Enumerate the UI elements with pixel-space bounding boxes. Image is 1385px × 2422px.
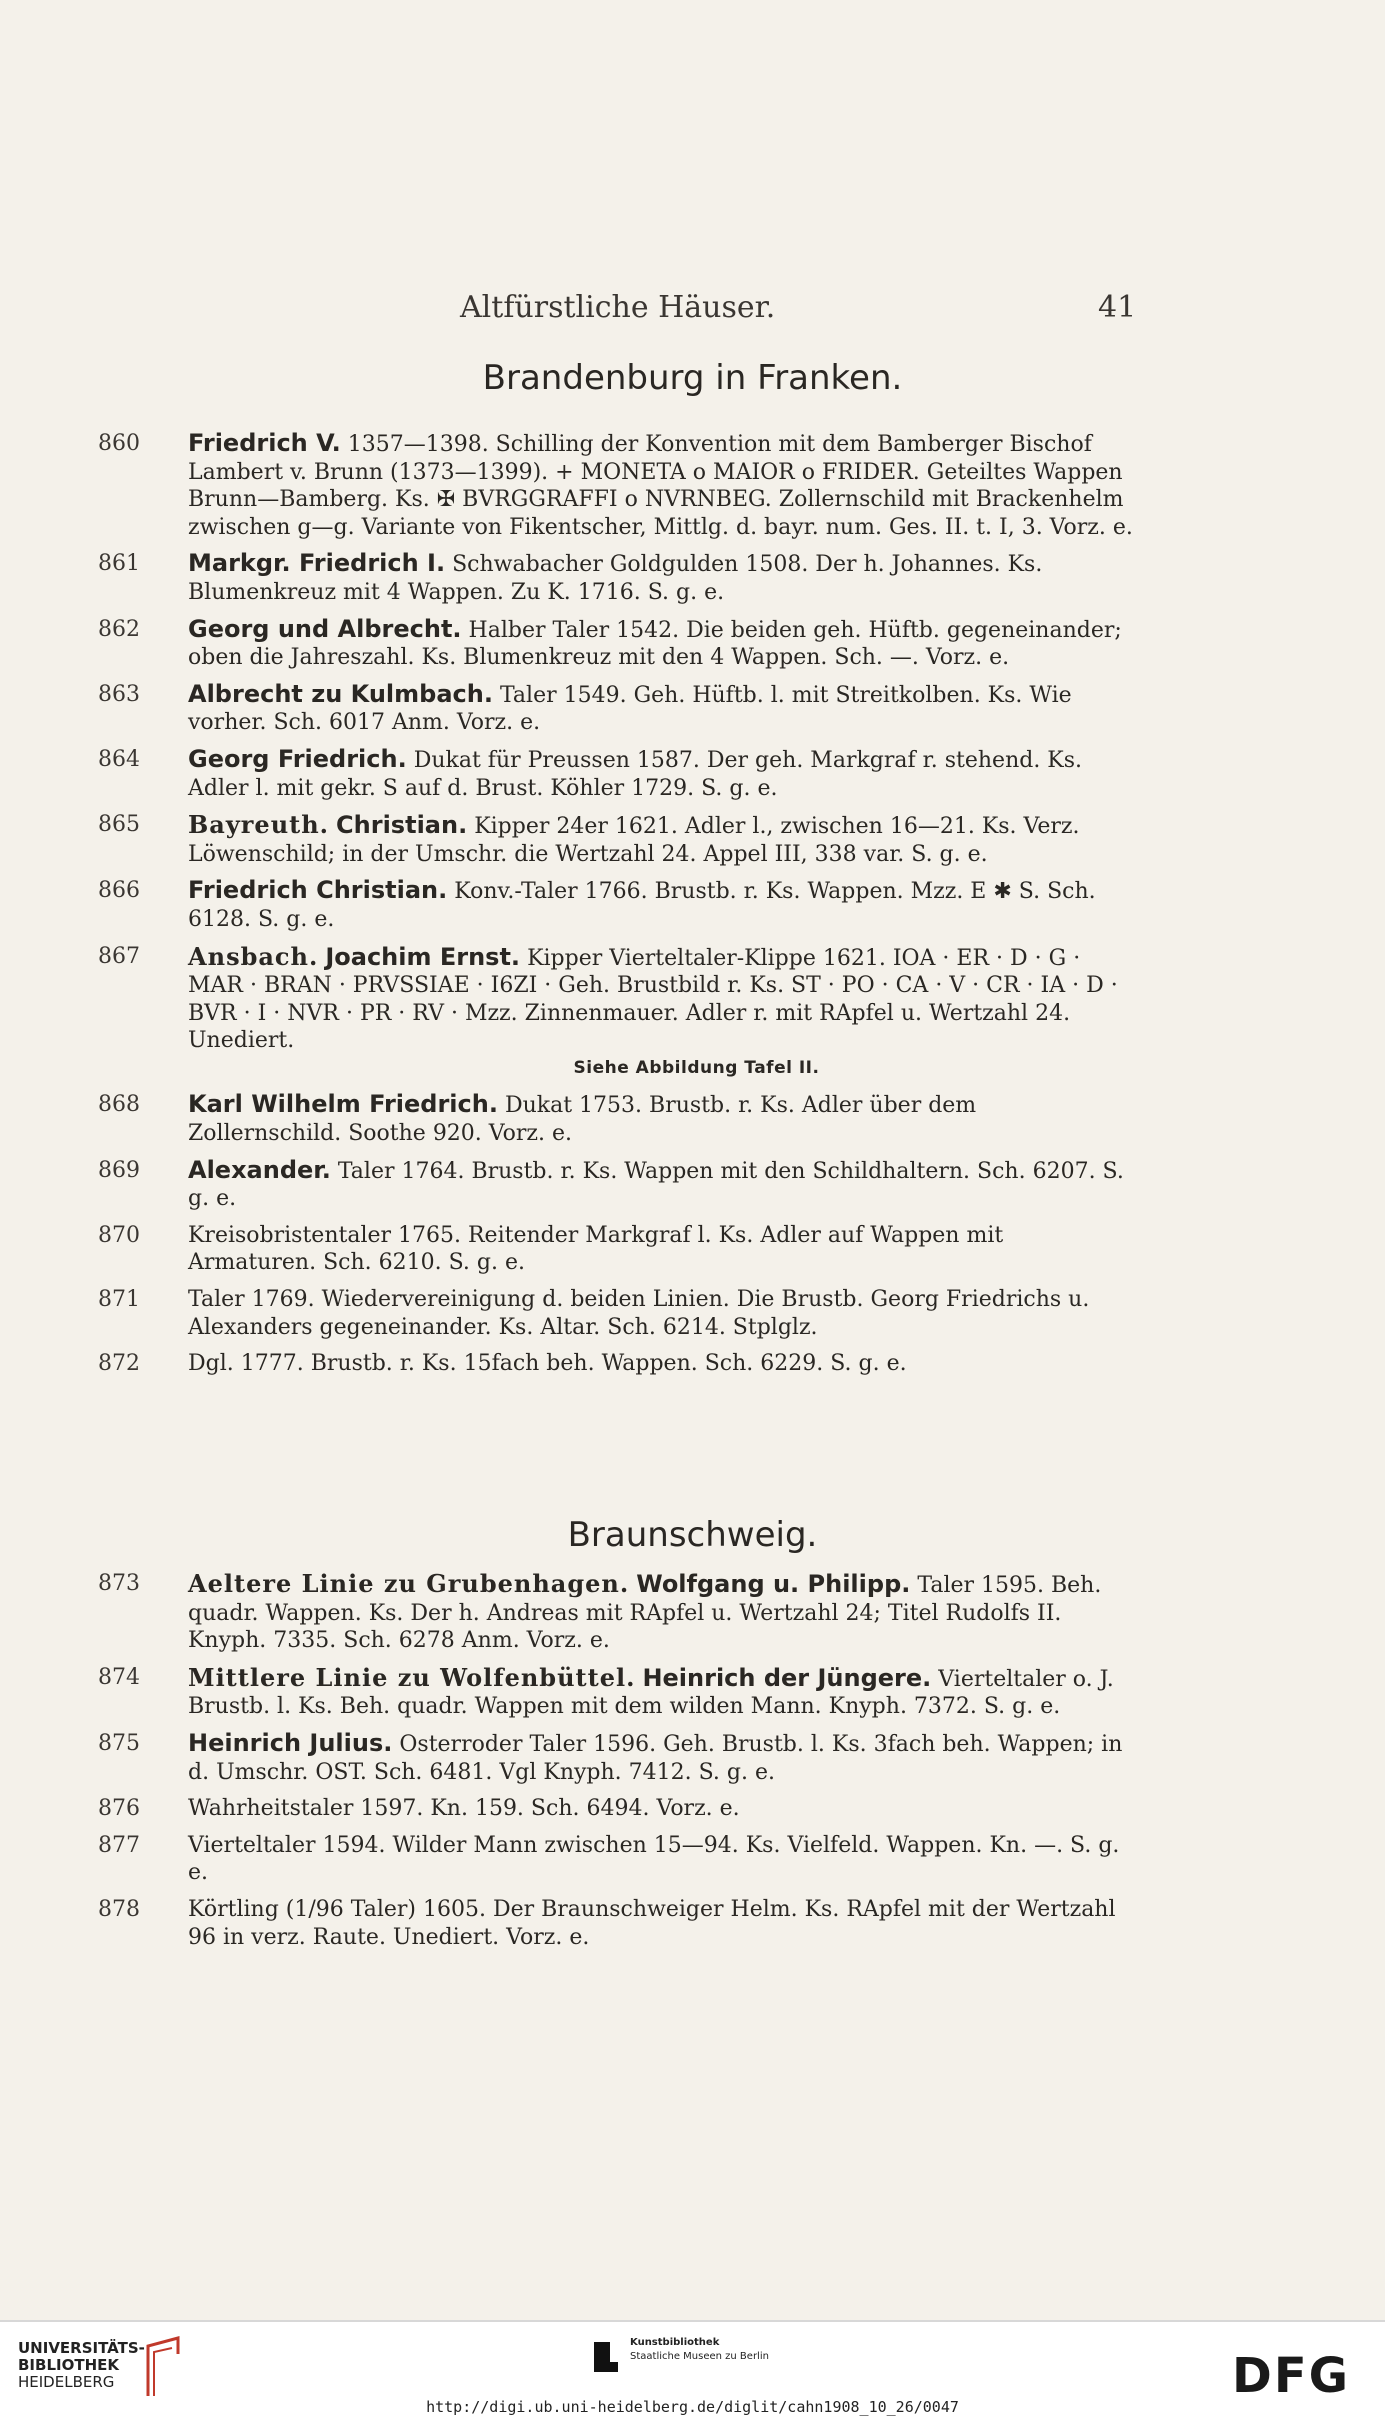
- catalog-entry: [0, 1350, 1385, 1378]
- catalog-entry: [0, 877, 1385, 933]
- catalog-entry: [0, 746, 1385, 802]
- entry-description: Kipper 24er 1621. Adler l., zwischen 16—21. Ks. Verz. Löwenschild; in der Umschr. die Wertzahl 24. Appel III, 338 var. S. g. e.: [188, 814, 1080, 867]
- catalog-entry: [0, 1832, 1385, 1887]
- entry-ruler-name: Heinrich der Jüngere.: [642, 1663, 932, 1692]
- entry-name: Friedrich V.: [188, 429, 341, 457]
- entry-description: Osterroder Taler 1596. Geh. Brustb. l. Ks. 3fach beh. Wappen; in d. Umschr. OST. Sch. 6481. Vgl Knyph. 7412. S. g. e.: [188, 1731, 1123, 1785]
- kunst-line1: Kunstbibliothek: [630, 2337, 720, 2348]
- entry-ruler-name: Christian.: [336, 811, 468, 840]
- section-heading-braunschweig: Braunschweig.: [567, 1515, 818, 1555]
- entry-number: 869: [98, 1157, 140, 1183]
- catalog-entry: [0, 943, 1385, 1083]
- kunst-line2: Staatliche Museen zu Berlin: [630, 2351, 769, 2362]
- kunstbibliothek-text[interactable]: [630, 2336, 769, 2364]
- entry-description: 1357—1398. Schilling der Konvention mit dem Bamberger Bischof Lambert v. Brunn (1373—1399). + MONETA o MAIOR o FRIDER. Geteiltes Wappen Brunn—Bamberg. Ks. ✠ BVRGGRAFFI o NVRNBEG. Zollernschild mit Brackenhelm zwischen g—g. Variante von Fikentscher, Mittlg. d. bayr. num. Ges. II. t. I, 3. Vorz. e.: [188, 432, 1133, 540]
- entry-number: 864: [98, 746, 140, 772]
- entry-description: Körtling (1/96 Taler) 1605. Der Braunschweiger Helm. Ks. RApfel mit der Wertzahl 96 in verz. Raute. Unediert. Vorz. e.: [188, 1896, 1116, 1950]
- entry-number: 868: [98, 1092, 140, 1118]
- uni-line3: HEIDELBERG: [18, 2373, 115, 2391]
- catalog-entry: [0, 1091, 1385, 1147]
- entry-description: Wahrheitstaler 1597. Kn. 159. Sch. 6494. Vorz. e.: [188, 1796, 740, 1822]
- catalog-entry: [0, 1896, 1385, 1951]
- entry-number: 863: [98, 681, 140, 707]
- university-emblem-icon: [140, 2334, 190, 2400]
- catalog-entry: [0, 681, 1385, 737]
- entry-description: Taler 1769. Wiedervereinigung d. beiden Linien. Die Brustb. Georg Friedrichs u. Alexanders gegeneinander. Ks. Altar. Sch. 6214. Stplglz.: [188, 1287, 1090, 1340]
- catalog-entry: [0, 1664, 1385, 1721]
- entry-name: Karl Wilhelm Friedrich.: [188, 1090, 498, 1119]
- entry-name: Ansbach.: [188, 941, 319, 971]
- entry-number: 861: [98, 551, 140, 577]
- entry-number: 862: [98, 616, 140, 642]
- entry-description: Taler 1595. Beh. quadr. Wappen. Ks. Der h. Andreas mit RApfel u. Wertzahl 24; Titel Rudolfs II. Knyph. 7335. Sch. 6278 Anm. Vorz. e.: [188, 1573, 1102, 1654]
- university-library-logo[interactable]: [18, 2340, 145, 2391]
- entries-brandenburg: [0, 430, 1385, 1387]
- entry-ruler-name: Wolfgang u. Philipp.: [636, 1570, 911, 1598]
- entry-name: Alexander.: [188, 1155, 331, 1184]
- footer-divider: [0, 2320, 1385, 2322]
- entry-description: Kreisobristentaler 1765. Reitender Markgraf l. Ks. Adler auf Wappen mit Armaturen. Sch. 6210. S. g. e.: [188, 1222, 1004, 1276]
- catalog-entry: [0, 616, 1385, 672]
- entry-name: Bayreuth.: [188, 810, 330, 840]
- catalog-entry: [0, 811, 1385, 868]
- entry-name: Heinrich Julius.: [188, 1728, 393, 1757]
- catalog-entry: [0, 430, 1385, 541]
- entry-description: Vierteltaler 1594. Wilder Mann zwischen 15—94. Ks. Vielfeld. Wappen. Kn. —. S. g. e.: [188, 1832, 1120, 1886]
- catalog-entry: [0, 1222, 1385, 1277]
- entry-number: 874: [98, 1664, 140, 1690]
- entries-braunschweig: [0, 1570, 1385, 1960]
- entry-name: Mittlere Linie zu Wolfenbüttel.: [188, 1662, 636, 1692]
- entry-description: Schwabacher Goldgulden 1508. Der h. Johannes. Ks. Blumenkreuz mit 4 Wappen. Zu K. 1716. S. g. e.: [188, 552, 1043, 605]
- page-header: [0, 290, 1385, 330]
- catalog-entry: [0, 1570, 1385, 1655]
- entry-number: 876: [98, 1796, 140, 1822]
- entry-description: Taler 1549. Geh. Hüftb. l. mit Streitkolben. Ks. Wie vorher. Sch. 6017 Anm. Vorz. e.: [188, 682, 1072, 736]
- entry-name: Aeltere Linie zu Grubenhagen.: [188, 1569, 630, 1598]
- entry-number: 860: [98, 431, 140, 456]
- entry-description: Vierteltaler o. J. Brustb. l. Ks. Beh. quadr. Wappen mit dem wilden Mann. Knyph. 7372. S. g. e.: [188, 1666, 1114, 1720]
- entry-number: 878: [98, 1896, 140, 1922]
- entry-number: 865: [98, 812, 140, 838]
- kunstbibliothek-logo-icon: [592, 2340, 620, 2374]
- catalog-entry: [0, 550, 1385, 606]
- entry-description: Taler 1764. Brustb. r. Ks. Wappen mit den Schildhaltern. Sch. 6207. S. g. e.: [188, 1158, 1124, 1212]
- entry-description: Kipper Vierteltaler-Klippe 1621. IOA · ER · D · G · MAR · BRAN · PRVSSIAE · I6ZI · Geh. Brustbild r. Ks. ST · PO · CA · V · CR · IA · D · BVR · I · NVR · PR · RV · Mzz. Zinnenmauer. Adler r. mit RApfel u. Wertzahl 24. Unediert.: [188, 945, 1118, 1054]
- entry-name: Georg und Albrecht.: [188, 614, 462, 643]
- entry-number: 867: [98, 943, 140, 969]
- entry-note: Siehe Abbildung Tafel II.: [573, 1057, 820, 1078]
- entry-name: Albrecht zu Kulmbach.: [188, 679, 493, 708]
- dfg-logo[interactable]: DFG: [1232, 2348, 1351, 2404]
- entry-number: 866: [98, 878, 140, 904]
- running-title: Altfürstliche Häuser.: [460, 290, 776, 325]
- catalog-entry: [0, 1286, 1385, 1341]
- source-url[interactable]: http://digi.ub.uni-heidelberg.de/diglit/cahn1908_10_26/0047: [426, 2398, 959, 2416]
- entry-description: Halber Taler 1542. Die beiden geh. Hüftb. gegeneinander; oben die Jahreszahl. Ks. Blumenkreuz mit den 4 Wappen. Sch. —. Vorz. e.: [188, 617, 1122, 671]
- entry-number: 872: [98, 1351, 140, 1377]
- entry-number: 871: [98, 1287, 140, 1313]
- catalog-entry: [0, 1730, 1385, 1786]
- entry-description: Dukat für Preussen 1587. Der geh. Markgraf r. stehend. Ks. Adler l. mit gekr. S auf d. Brust. Köhler 1729. S. g. e.: [188, 747, 1083, 801]
- entry-number: 875: [98, 1730, 140, 1756]
- section-heading-brandenburg: Brandenburg in Franken.: [482, 358, 903, 398]
- entry-description: Konv.-Taler 1766. Brustb. r. Ks. Wappen. Mzz. E ✱ S. Sch. 6128. S. g. e.: [188, 879, 1096, 932]
- entry-number: 870: [98, 1222, 140, 1248]
- catalog-entry: [0, 1157, 1385, 1213]
- entry-description: Dukat 1753. Brustb. r. Ks. Adler über dem Zollernschild. Soothe 920. Vorz. e.: [188, 1093, 977, 1147]
- footer: [0, 2320, 1385, 2422]
- entry-name: Georg Friedrich.: [188, 744, 407, 773]
- catalog-entry: [0, 1795, 1385, 1823]
- entry-name: Friedrich Christian.: [188, 876, 448, 905]
- page-number: 41: [1098, 290, 1137, 325]
- uni-line1: UNIVERSITÄTS-: [18, 2339, 145, 2357]
- entry-description: Dgl. 1777. Brustb. r. Ks. 15fach beh. Wappen. Sch. 6229. S. g. e.: [188, 1351, 907, 1377]
- entry-number: 877: [98, 1832, 140, 1858]
- entry-name: Markgr. Friedrich I.: [188, 549, 446, 578]
- uni-line2: BIBLIOTHEK: [18, 2356, 119, 2374]
- entry-ruler-name: Joachim Ernst.: [325, 942, 521, 971]
- entry-number: 873: [98, 1571, 140, 1596]
